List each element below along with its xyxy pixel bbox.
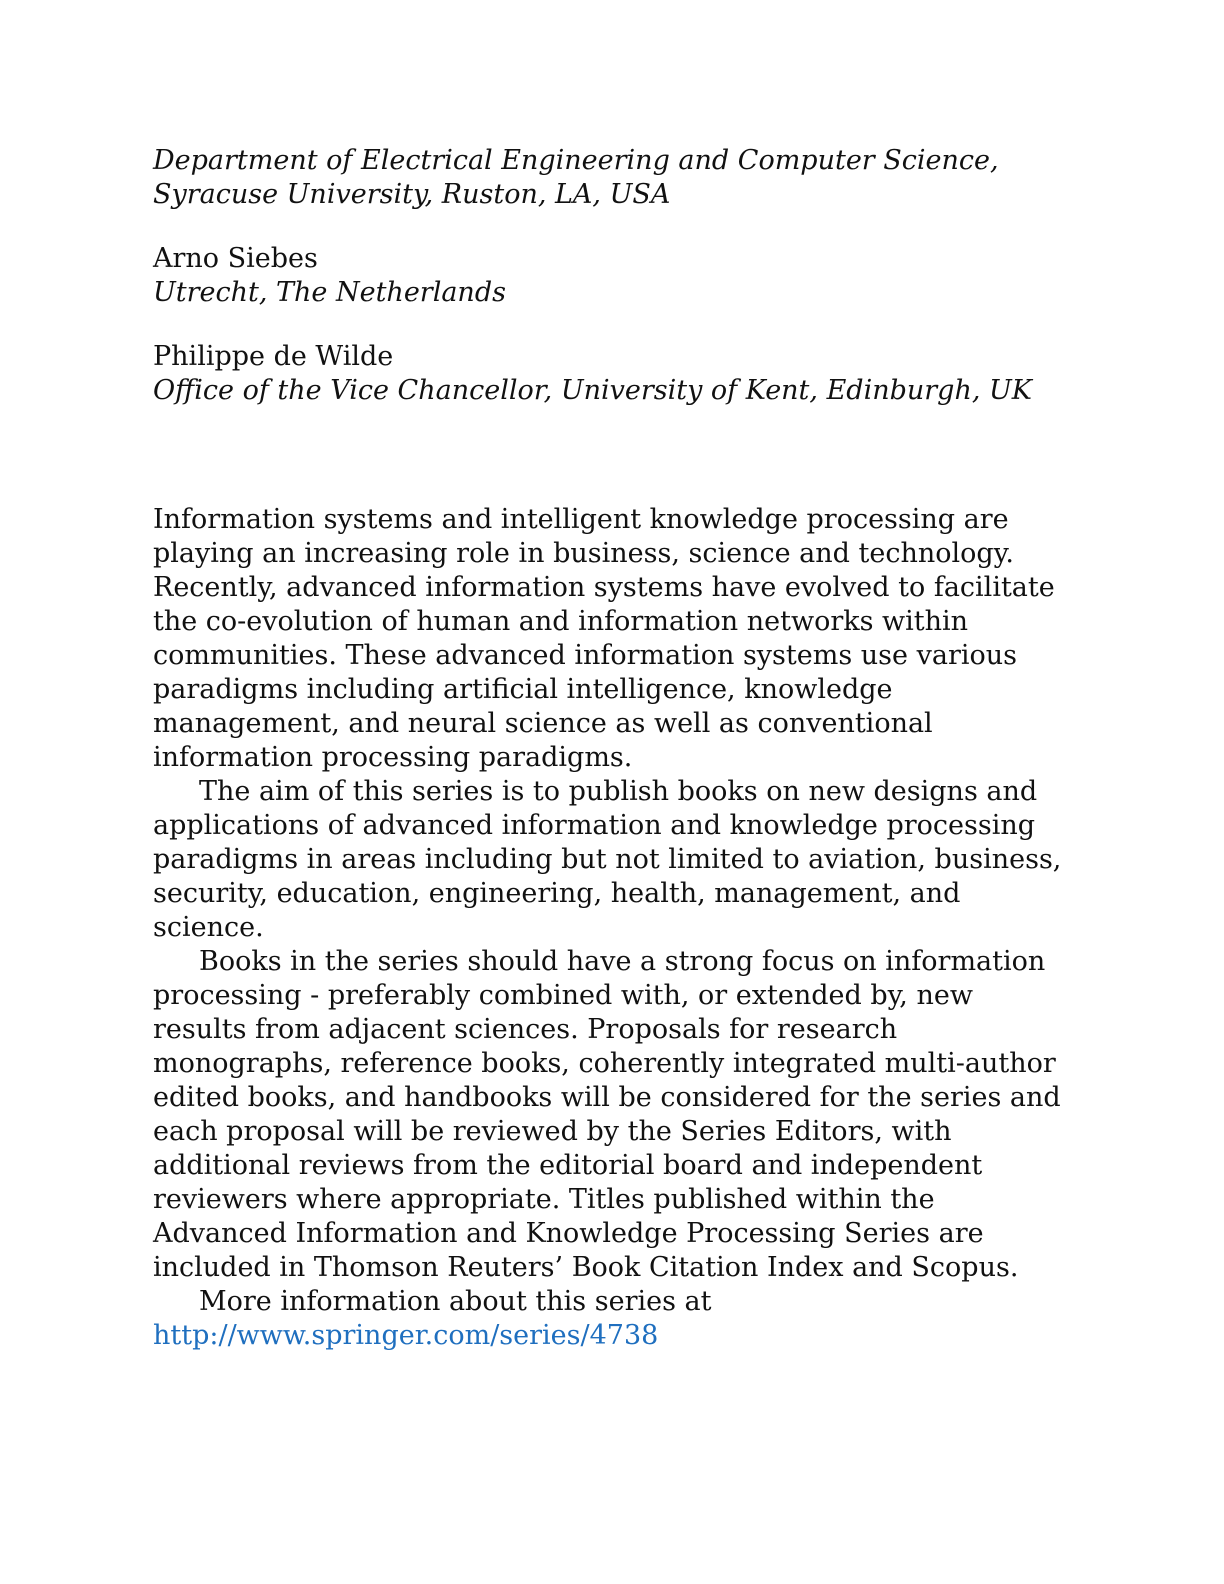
editor-3 — [153, 340, 1068, 408]
editor-1-affiliation: Department of Electrical Engineering and Computer Science, Syracuse University, Ruston, LA, USA — [153, 145, 999, 210]
description-paragraph-3: Books in the series should have a strong focus on information processing - preferably combined with, or extended by, new results from adjacent sciences. Proposals for research monographs, reference books, coherently integrated multi-author edited books, and handbooks will be considered for the series and each proposal will be reviewed by the Series Editors, with additional reviews from the editorial board and independent reviewers where appropriate. Titles published within the Advanced Information and Knowledge Processing Series are included in Thomson Reuters’ Book Citation Index and Scopus. — [153, 946, 1061, 1283]
more-info-paragraph — [153, 1285, 1068, 1353]
editor-1 — [153, 144, 1068, 212]
series-link[interactable]: http://www.springer.com/series/4738 — [153, 1320, 659, 1351]
editor-3-name: Philippe de Wilde — [153, 341, 394, 372]
editor-2-affiliation: Utrecht, The Netherlands — [153, 277, 506, 308]
page-content — [153, 144, 1068, 1353]
editor-2-name: Arno Siebes — [153, 243, 318, 274]
editor-2 — [153, 242, 1068, 310]
description-paragraph-1: Information systems and intelligent knowledge processing are playing an increasing role in business, science and technology. Recently, advanced information systems have evolved to facilitate the co-evolution of human and information networks within communities. These advanced information systems use various paradigms including artificial intelligence, knowledge management, and neural science as well as conventional information processing paradigms. — [153, 504, 1055, 773]
series-description — [153, 503, 1068, 1353]
description-paragraph-2: The aim of this series is to publish books on new designs and applications of advanced information and knowledge processing paradigms in areas including but not limited to aviation, business, security, education, engineering, health, management, and science. — [153, 776, 1062, 943]
more-info-text: More information about this series at — [199, 1286, 712, 1317]
editor-3-affiliation: Office of the Vice Chancellor, University of Kent, Edinburgh, UK — [153, 375, 1032, 406]
